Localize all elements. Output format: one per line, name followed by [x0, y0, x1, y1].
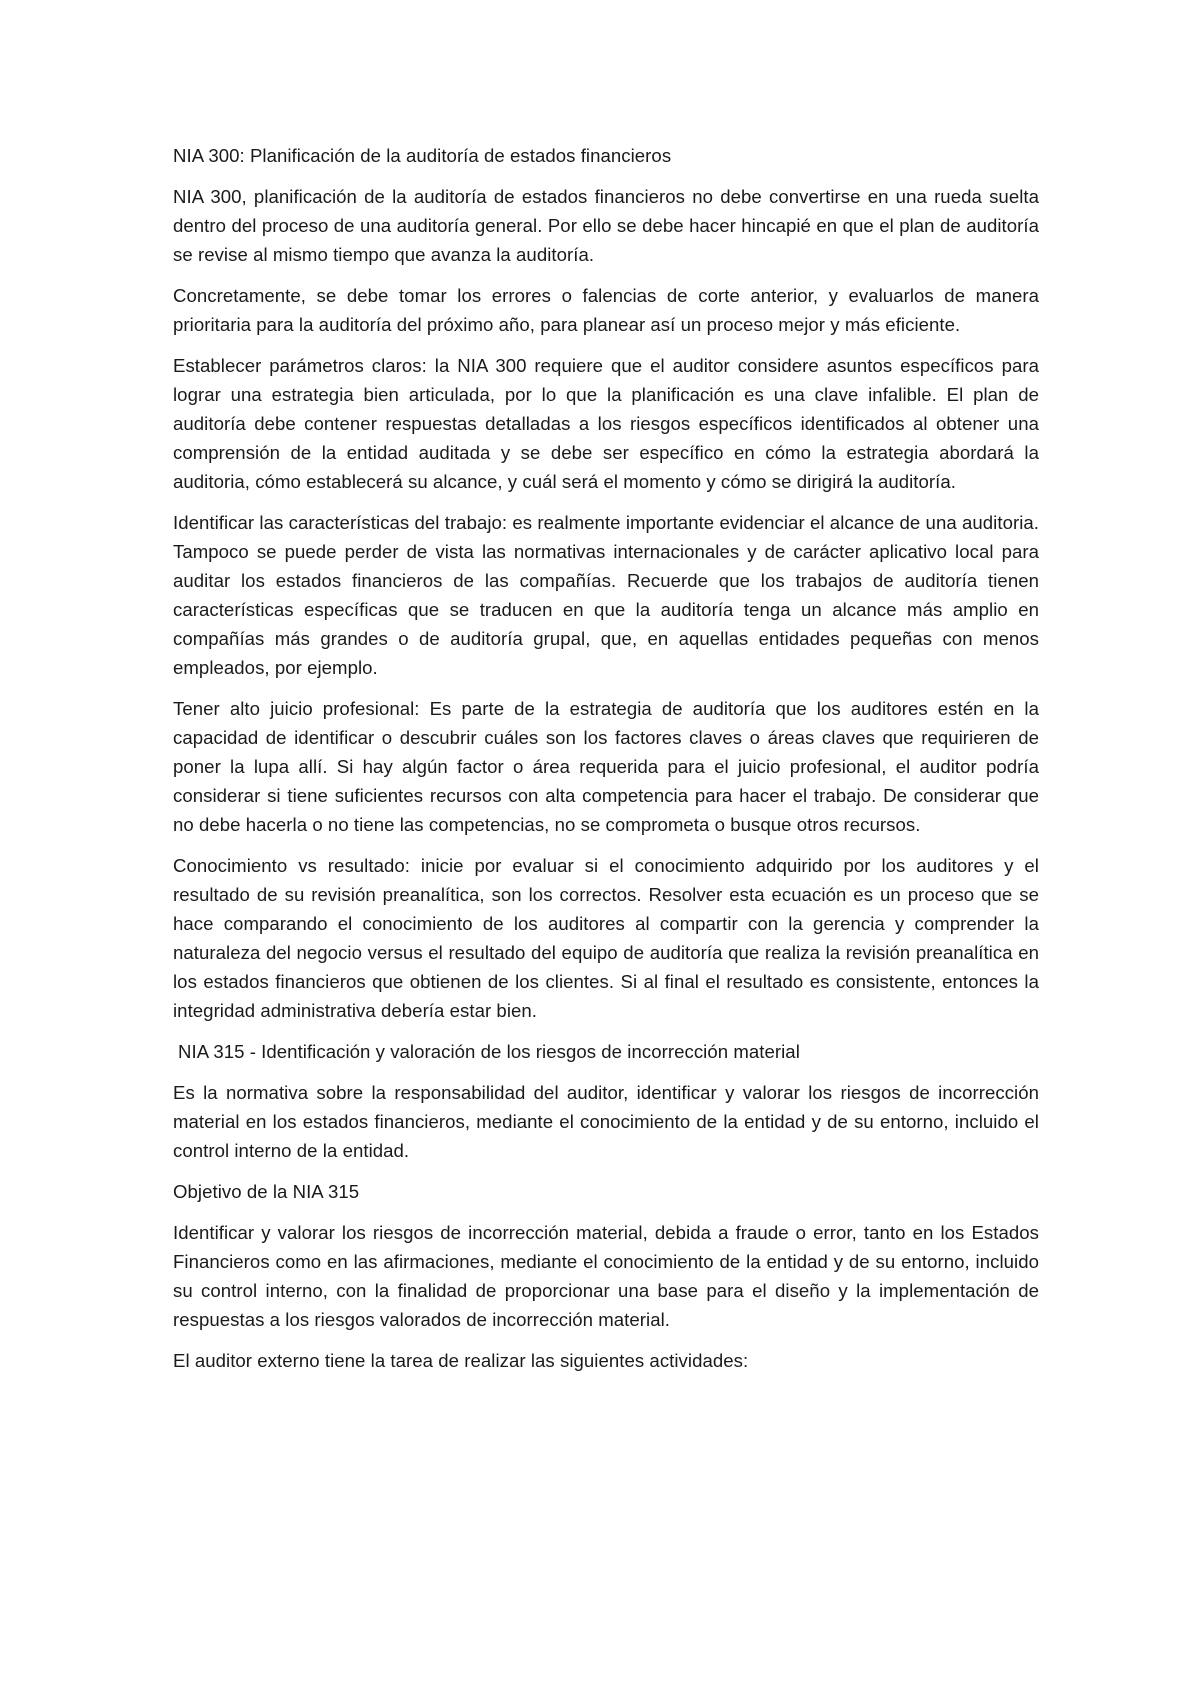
paragraph-establecer-parametros: Establecer parámetros claros: la NIA 300 requiere que el auditor considere asuntos específicos para lograr una estrategia bien articulada, por lo que la planificación es una clave infalible. El plan de auditoría debe contener respuestas detalladas a los riesgos específicos identificados al obtener una comprensión de la entidad auditada y se debe ser específico en cómo la estrategia abordará la auditoria, cómo establecerá su alcance, y cuál será el momento y cómo se dirigirá la auditoría.	[173, 355, 1039, 492]
section-title-nia-315: NIA 315 - Identificación y valoración de los riesgos de incorrección material	[178, 1041, 800, 1062]
paragraph-objetivo: Identificar y valorar los riesgos de incorrección material, debida a fraude o error, tanto en los Estados Financieros como en las afirmaciones, mediante el conocimiento de la entidad y de su entorno, incluido su control interno, con la finalidad de proporcionar una base para el diseño y la implementación de respuestas a los riesgos valorados de incorrección material.	[173, 1222, 1039, 1330]
paragraph-concretamente: Concretamente, se debe tomar los errores o falencias de corte anterior, y evaluarlos de manera prioritaria para la auditoría del próximo año, para planear así un proceso mejor y más eficiente.	[173, 285, 1039, 335]
subsection-title-objetivo: Objetivo de la NIA 315	[173, 1181, 360, 1202]
paragraph-nia-300-intro: NIA 300, planificación de la auditoría de estados financieros no debe convertirse en una rueda suelta dentro del proceso de una auditoría general. Por ello se debe hacer hincapié en que el plan de auditoría se revise al mismo tiempo que avanza la auditoría.	[173, 186, 1039, 265]
paragraph-conocimiento-resultado: Conocimiento vs resultado: inicie por evaluar si el conocimiento adquirido por los auditores y el resultado de su revisión preanalítica, son los correctos. Resolver esta ecuación es un proceso que se hace comparando el conocimiento de los auditores al compartir con la gerencia y comprender la naturaleza del negocio versus el resultado del equipo de auditoría que realiza la revisión preanalítica en los estados financieros que obtienen de los clientes. Si al final el resultado es consistente, entonces la integridad administrativa debería estar bien.	[173, 855, 1039, 1021]
document-body	[173, 141, 1039, 1387]
paragraph-juicio-profesional: Tener alto juicio profesional: Es parte de la estrategia de auditoría que los auditores estén en la capacidad de identificar o descubrir cuáles son los factores claves o áreas claves que requirieren de poner la lupa allí. Si hay algún factor o área requerida para el juicio profesional, el auditor podría considerar si tiene suficientes recursos con alta competencia para hacer el trabajo. De considerar que no debe hacerla o no tiene las competencias, no se comprometa o busque otros recursos.	[173, 698, 1039, 835]
paragraph-nia-315-intro: Es la normativa sobre la responsabilidad del auditor, identificar y valorar los riesgos de incorrección material en los estados financieros, mediante el conocimiento de la entidad y de su entorno, incluido el control interno de la entidad.	[173, 1082, 1039, 1161]
section-title-nia-300: NIA 300: Planificación de la auditoría de estados financieros	[173, 145, 672, 166]
paragraph-actividades-intro: El auditor externo tiene la tarea de realizar las siguientes actividades:	[173, 1350, 749, 1371]
paragraph-identificar-caracteristicas: Identificar las características del trabajo: es realmente importante evidenciar el alcance de una auditoria. Tampoco se puede perder de vista las normativas internacionales y de carácter aplicativo local para auditar los estados financieros de las compañías. Recuerde que los trabajos de auditoría tienen características específicas que se traducen en que la auditoría tenga un alcance más amplio en compañías más grandes o de auditoría grupal, que, en aquellas entidades pequeñas con menos empleados, por ejemplo.	[173, 512, 1039, 678]
